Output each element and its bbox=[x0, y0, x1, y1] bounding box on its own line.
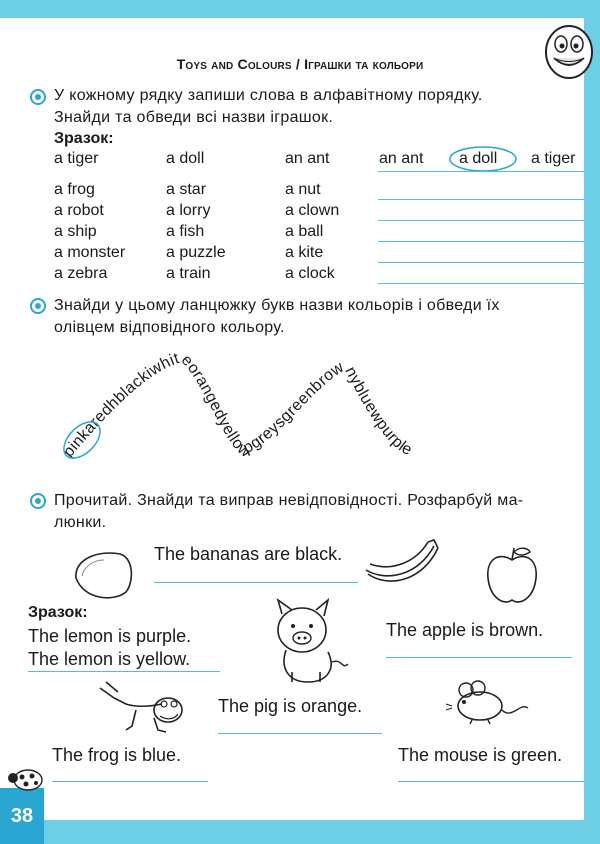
frog-answer-line[interactable] bbox=[52, 781, 208, 782]
page-number: 38 bbox=[0, 788, 44, 844]
example-correction: The lemon is yellow. bbox=[28, 649, 191, 669]
row5-word3: a clock bbox=[285, 265, 335, 282]
row4-word3: a kite bbox=[285, 244, 324, 261]
row1-answer-line[interactable] bbox=[378, 199, 584, 200]
letter-chain-text: pinkaredhblackiwhiteorangedyellowpgreysgreenbrownybluewpurple bbox=[60, 350, 415, 462]
lemon-icon bbox=[70, 548, 136, 602]
task1-bullet-icon bbox=[30, 89, 46, 105]
row2-word1: a robot bbox=[54, 202, 104, 219]
task3-bullet-icon bbox=[30, 493, 46, 509]
row3-word1: a ship bbox=[54, 223, 97, 240]
row3-word2: a fish bbox=[166, 223, 205, 240]
pig-icon bbox=[262, 598, 354, 688]
task2-bullet-icon bbox=[30, 298, 46, 314]
sentence-mouse: The mouse is green. bbox=[398, 745, 563, 765]
task1-example-label: Зразок: bbox=[54, 130, 114, 147]
row2-word2: a lorry bbox=[166, 202, 211, 219]
task2-instruction-line2: олівцем відповідного кольору. bbox=[54, 319, 285, 336]
task3-instruction-line1: Прочитай. Знайди та виправ невідповідності. Розфарбуй ма- bbox=[54, 492, 524, 509]
task1-instruction-line1: У кожному рядку запиши слова в алфавітному порядку. bbox=[54, 87, 483, 104]
task2-instruction-line1: Знайди у цьому ланцюжку букв назви кольорів і обведи їх bbox=[54, 297, 500, 314]
task1-instruction-line2: Знайди та обведи всі назви іграшок. bbox=[54, 109, 334, 126]
mouse-icon bbox=[444, 680, 530, 726]
letter-chain bbox=[0, 340, 600, 480]
bananas-icon bbox=[362, 538, 442, 588]
task3-instruction-line2: люнки. bbox=[54, 514, 107, 531]
example-answer-2: a doll bbox=[459, 150, 498, 167]
example-correction-line bbox=[28, 671, 220, 672]
row4-answer-line[interactable] bbox=[378, 262, 584, 263]
row5-answer-line[interactable] bbox=[378, 283, 584, 284]
row4-word1: a monster bbox=[54, 244, 126, 261]
sentence-bananas: The bananas are black. bbox=[154, 544, 343, 564]
page-title: Toys and Colours / Іграшки та кольори bbox=[176, 56, 424, 72]
svg-text:pinkaredhblackiwhiteorangedyel bbox=[60, 350, 415, 461]
row1-word2: a star bbox=[166, 181, 207, 198]
row2-word3: a clown bbox=[285, 202, 340, 219]
row3-word3: a ball bbox=[285, 223, 324, 240]
task3-example-label: Зразок: bbox=[28, 604, 88, 621]
sentence-frog: The frog is blue. bbox=[52, 745, 182, 765]
example-word-1: a tiger bbox=[54, 150, 99, 167]
example-circle-mark bbox=[448, 145, 518, 173]
bananas-answer-line[interactable] bbox=[154, 582, 358, 583]
row4-word2: a puzzle bbox=[166, 244, 226, 261]
example-sentence: The lemon is purple. bbox=[28, 626, 192, 646]
frame-top bbox=[0, 0, 600, 18]
example-answer-3: a tiger bbox=[531, 150, 576, 167]
ladybug-icon bbox=[6, 762, 46, 792]
frog-icon bbox=[96, 678, 186, 734]
row1-word1: a frog bbox=[54, 181, 95, 198]
mouse-answer-line[interactable] bbox=[398, 781, 584, 782]
row3-answer-line[interactable] bbox=[378, 241, 584, 242]
smiley-icon bbox=[544, 22, 594, 80]
frame-bottom bbox=[0, 820, 600, 844]
example-word-3: an ant bbox=[285, 150, 330, 167]
row5-word2: a train bbox=[166, 265, 211, 282]
sentence-pig: The pig is orange. bbox=[218, 696, 363, 716]
example-answer-line bbox=[378, 171, 584, 172]
pig-answer-line[interactable] bbox=[218, 733, 382, 734]
row2-answer-line[interactable] bbox=[378, 220, 584, 221]
example-word-2: a doll bbox=[166, 150, 205, 167]
row5-word1: a zebra bbox=[54, 265, 108, 282]
example-answer-1: an ant bbox=[379, 150, 424, 167]
apple-icon bbox=[482, 544, 542, 608]
apple-answer-line[interactable] bbox=[386, 657, 572, 658]
row1-word3: a nut bbox=[285, 181, 321, 198]
sentence-apple: The apple is brown. bbox=[386, 620, 544, 640]
